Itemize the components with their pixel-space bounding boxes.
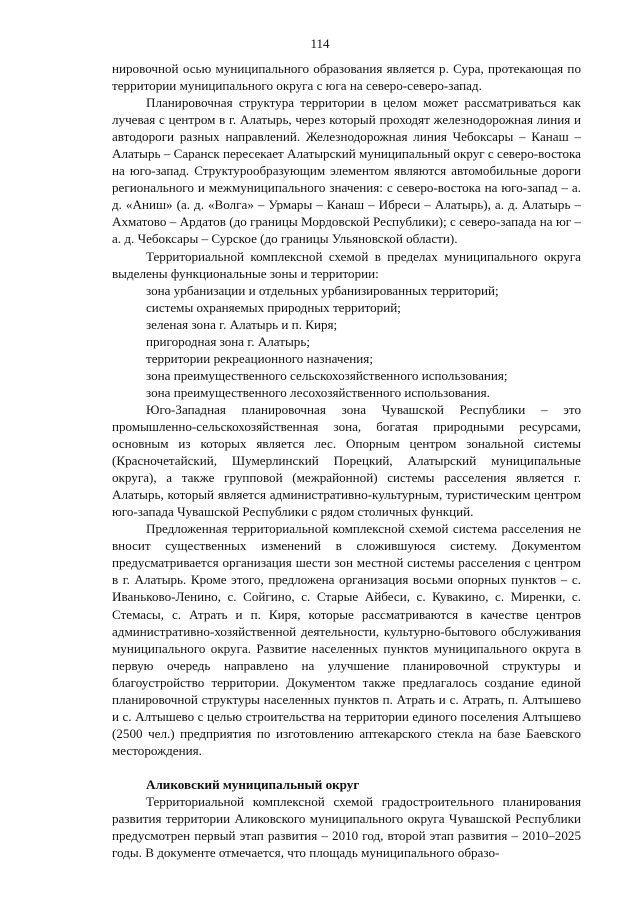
paragraph-planning-structure: Планировочная структура территории в целом может рассматриваться как лучевая с центром в г. Алатырь, через который проходят железнодорожная линия и автодороги разных направлений. Железнодорожная линия Чебоксары – Канаш – Алатырь – Саранск пересекает Алатырский муниципальный округ с северо-востока на юго-запад. Структурообразующим элементом являются автомобильные дороги регионального и межмуниципального значения: с северо-востока на юго-запад – а. д. «Аниш» (а. д. «Волга» – Урмары – Канаш – Ибреси – Алатырь), а. д. Алатырь – Ахматово – Ардатов (до границы Мордовской Республики); с северо-запада на юг – а. д. Чебоксары – Сурское (до границы Ульяновской области). (112, 95, 581, 247)
paragraph-functional-zones-intro: Территориальной комплексной схемой в пределах муниципального округа выделены функциональные зоны и территории: (112, 248, 581, 281)
section-heading: Аликовский муниципальный округ (146, 776, 360, 792)
list-item: системы охраняемых природных территорий; (146, 299, 401, 315)
functional-zones-list (112, 282, 581, 401)
page-number: 114 (310, 36, 330, 51)
list-item: территории рекреационного назначения; (146, 350, 373, 366)
list-item: зона преимущественного сельскохозяйственного использования; (146, 367, 508, 383)
paragraph-alikovsky: Территориальной комплексной схемой градостроительного планирования развития территории Аликовского муниципального округа Чувашской Республики предусмотрен первый этап развития – 2010 год, второй этап развития – 2010–2025 годы. В документе отмечается, что площадь муниципального образо- (112, 793, 581, 860)
paragraph-settlement-system: Предложенная территориальной комплексной схемой система расселения не вносит существенных изменений в сложившуюся систему. Документом предусматривается организация шести зон местной системы расселения с центром в г. Алатырь. Кроме этого, предложена организация восьми опорных пунктов – с. Иваньково-Ленино, с. Сойгино, с. Старые Айбеси, с. Кувакино, с. Миренки, с. Стемасы, с. Атрать и п. Киря, которые рассматриваются в качестве центров административно-хозяйственной деятельности, культурно-бытового обслуживания муниципального округа. Развитие населенных пунктов муниципального округа в первую очередь направлено на улучшение планировочной структуры и благоустройство территории. Документом также предлагалось создание единой планировочной структуры населенных пунктов п. Атрать и с. Атрать, п. Алтышево и с. Алтышево с целью строительства на территории единого поселения Алтышево (2500 чел.) предприятия по изготовлению аптекарского стекла на базе Баевского месторождения. (112, 521, 581, 758)
list-item: зеленая зона г. Алатырь и п. Киря; (146, 316, 338, 332)
page-content (112, 60, 581, 860)
paragraph-continuation: нировочной осью муниципального образования является р. Сура, протекающая по территории муниципального округа с юга на северо-северо-запад. (112, 61, 581, 94)
paragraph-southwest-zone: Юго-Западная планировочная зона Чувашской Республики – это промышленно-сельскохозяйственная зона, богатая природными ресурсами, основным из которых является лес. Опорным центром зональной системы (Красночетайский, Шумерлинский Порецкий, Алатырский муниципальные округа), а также групповой (межрайонной) системы расселения является г. Алатырь, который является административно-культурным, туристическим центром юго-запада Чувашской Республики с рядом столичных функций. (112, 401, 581, 520)
list-item: пригородная зона г. Алатырь; (146, 333, 310, 349)
list-item: зона преимущественного лесохозяйственного использования. (146, 384, 490, 400)
list-item: зона урбанизации и отдельных урбанизированных территорий; (146, 282, 499, 298)
